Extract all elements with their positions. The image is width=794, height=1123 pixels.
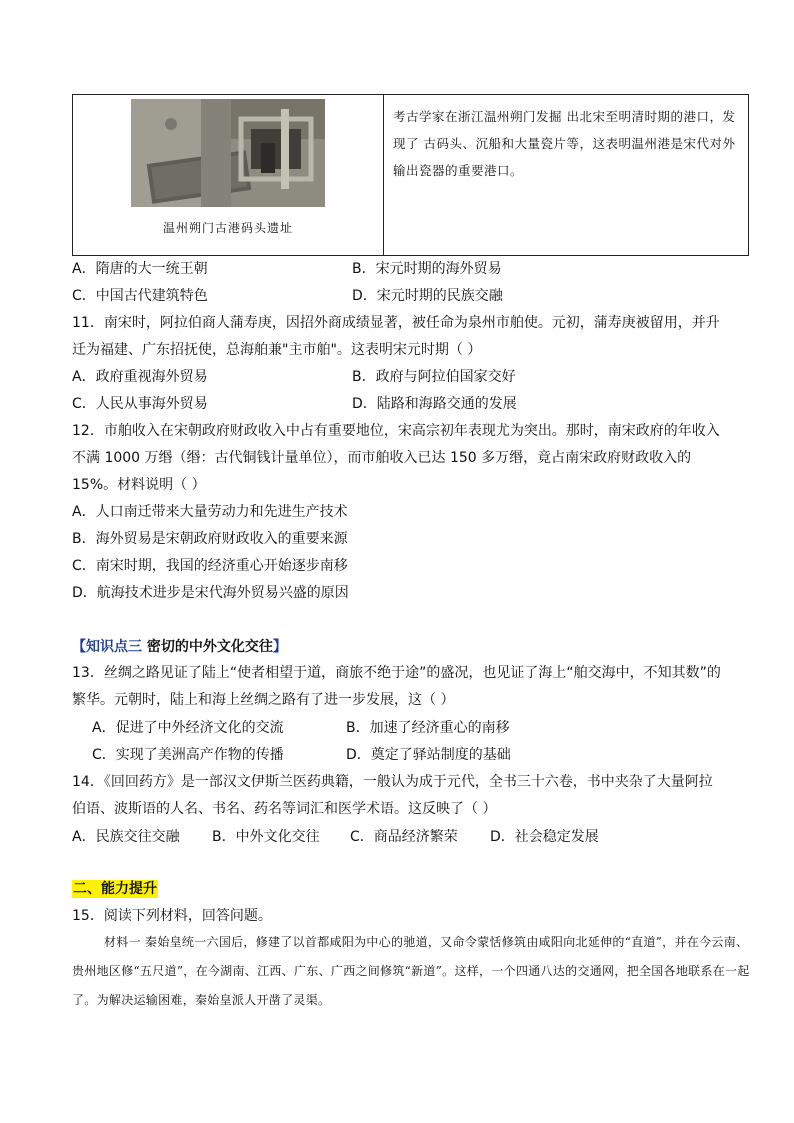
q13-stem-line2: 繁华。元朝时，陆上和海上丝绸之路有了进一步发展，这（ ） — [72, 692, 455, 708]
q10-option-b: B．宋元时期的海外贸易 — [352, 261, 502, 277]
q13-option-a: A．促进了中外经济文化的交流 — [92, 720, 284, 736]
q13-stem-line1: 13．丝绸之路见证了陆上“使者相望于道，商旅不绝于途”的盛况，也见证了海上“舶交海中，不知其数”的 — [72, 665, 721, 681]
q11-option-d: D．陆路和海路交通的发展 — [352, 396, 517, 412]
q15-material-1: 材料一 秦始皇统一六国后，修建了以首都咸阳为中心的驰道，又命令蒙恬修筑由咸阳向北延伸的“直道”，并在今云南、贵州地区修“五尺道”，在今湖南、江西、广东、广西之间修筑“新道”。这样，一个四通八达的交通网，把全国各地联系在一起了。为解决运输困难，秦始皇派人开凿了灵渠。 — [72, 935, 750, 1007]
table-divider — [383, 95, 384, 255]
q14-option-b: B．中外文化交往 — [212, 829, 320, 845]
q11-option-b: B．政府与阿拉伯国家交好 — [352, 369, 516, 385]
q11-stem-line2: 迁为福建、广东招抚使，总海舶兼"主市舶"。这表明宋元时期（ ） — [72, 342, 482, 358]
q14-stem-line1: 14．《回回药方》是一部汉文伊斯兰医药典籍，一般认为成于元代，全书三十六卷，书中夹杂了大量阿拉 — [72, 774, 713, 790]
q15-stem: 15．阅读下列材料，回答问题。 — [72, 908, 272, 924]
q10-option-c: C．中国古代建筑特色 — [72, 288, 208, 304]
q10-option-a: A．隋唐的大一统王朝 — [72, 261, 208, 277]
q14-option-c: C．商品经济繁荣 — [350, 829, 458, 845]
q11-stem-line1: 11．南宋时，阿拉伯商人蒲寿庚，因招外商成绩显著，被任命为泉州市舶使。元初，蒲寿庚被留用，并升 — [72, 315, 720, 331]
q11-option-a: A．政府重视海外贸易 — [72, 369, 208, 385]
section-heading-knowledge-point-3 — [72, 636, 287, 656]
q10-option-d: D．宋元时期的民族交融 — [352, 288, 503, 304]
q13-option-b: B．加速了经济重心的南移 — [346, 720, 510, 736]
table-description: 考古学家在浙江温州朔门发掘 出北宋至明清时期的港口，发现了 古码头、沉船和大量瓷片等，这表明温州港是宋代对外输出瓷器的重要港口。 — [393, 109, 736, 178]
q11-option-c: C．人民从事海外贸易 — [72, 396, 208, 412]
section-heading-ability: 二、能力提升 — [73, 881, 157, 897]
q12-option-a: A．人口南迁带来大量劳动力和先进生产技术 — [72, 504, 348, 520]
material-table — [72, 94, 749, 256]
q14-option-d: D．社会稳定发展 — [490, 829, 599, 845]
q13-option-c: C．实现了美洲高产作物的传播 — [92, 747, 284, 763]
q12-option-c: C．南宋时期，我国的经济重心开始逐步南移 — [72, 558, 348, 574]
excavation-photo — [131, 99, 325, 207]
q12-stem-line3: 15%。材料说明（ ） — [72, 477, 206, 493]
q12-option-b: B．海外贸易是宋朝政府财政收入的重要来源 — [72, 531, 348, 547]
section-title: 密切的中外文化交往 — [146, 639, 273, 655]
q12-stem-line1: 12．市舶收入在宋朝政府财政收入中占有重要地位，宋高宗初年表现尤为突出。那时，南宋政府的年收入 — [72, 423, 720, 439]
photo-caption: 温州朔门古港码头遗址 — [162, 221, 293, 235]
excavation-photo-image — [131, 99, 325, 207]
q12-option-d: D．航海技术进步是宋代海外贸易兴盛的原因 — [72, 585, 349, 601]
q14-stem-line2: 伯语、波斯语的人名、书名、药名等词汇和医学术语。这反映了（ ） — [72, 801, 497, 817]
section-bracket-open: 【知识点三 — [72, 639, 147, 655]
q14-option-a: A．民族交往交融 — [72, 829, 180, 845]
q12-stem-line2: 不满 1000 万缗（缗：古代铜钱计量单位），而市舶收入已达 150 多万缗，竟占南宋政府财政收入的 — [72, 450, 692, 466]
section-bracket-close: 】 — [272, 639, 287, 655]
q13-option-d: D．奠定了驿站制度的基础 — [346, 747, 511, 763]
